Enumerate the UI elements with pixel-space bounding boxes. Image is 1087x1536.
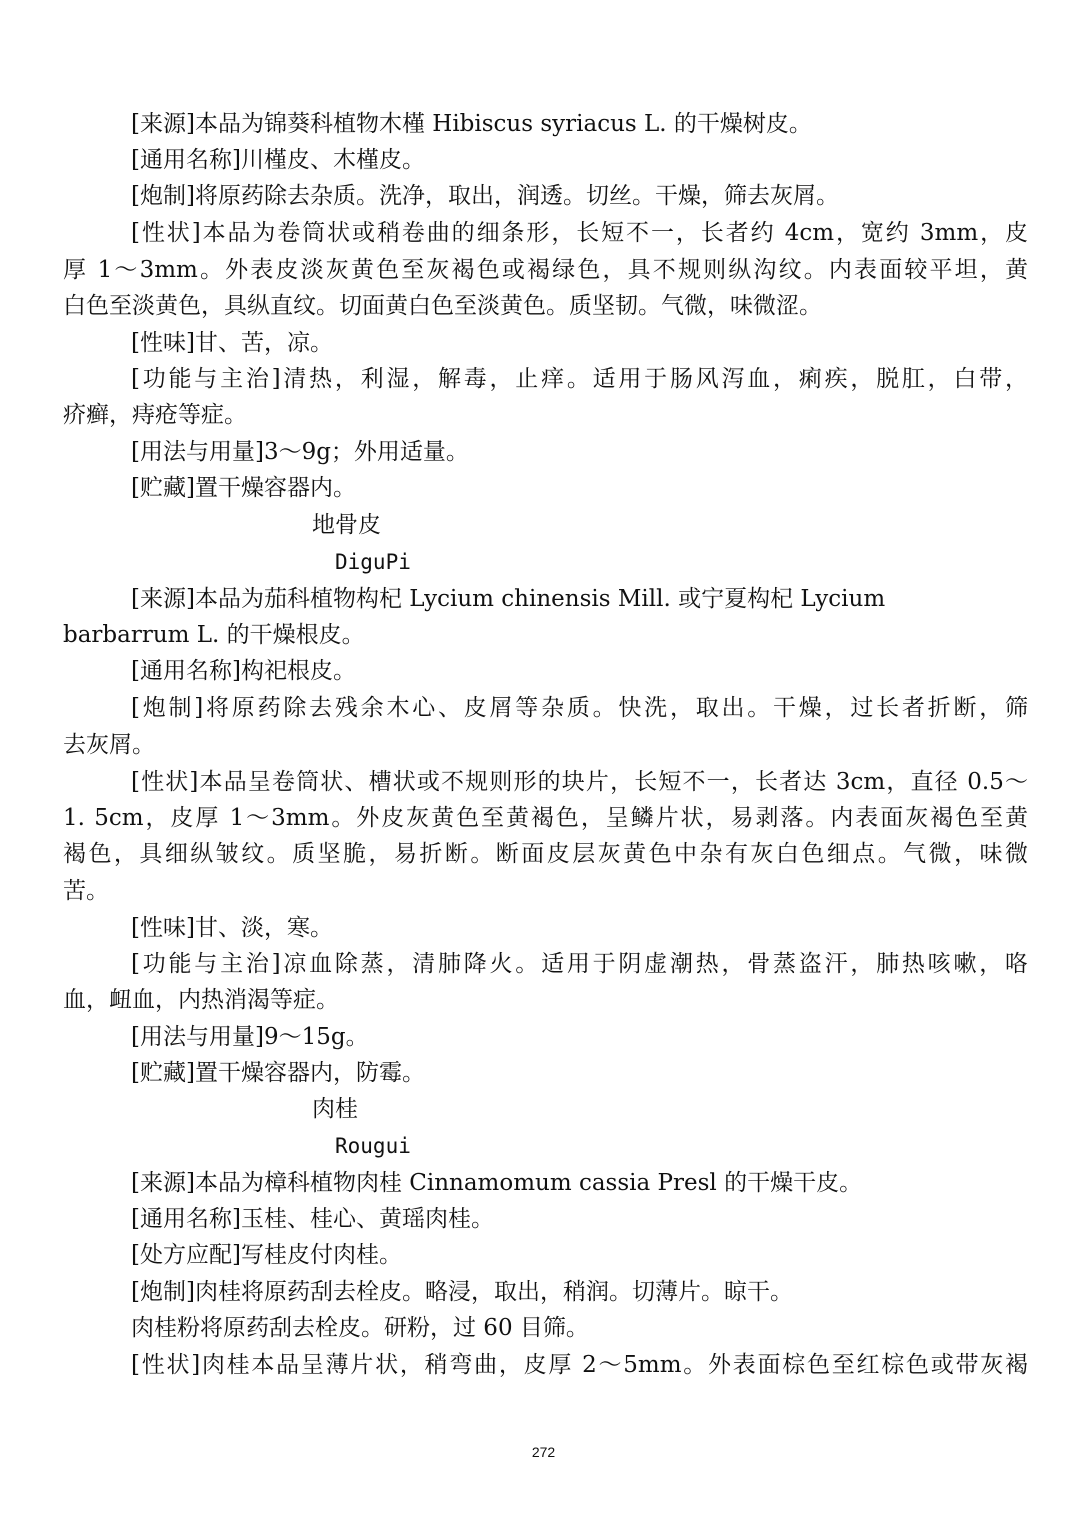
text-line: [用法与用量]3～9g；外用适量。 [131,439,469,465]
text-line: 白色至淡黄色，具纵直纹。切面黄白色至淡黄色。质坚韧。气微，味微涩。 [63,293,822,319]
text-line: 血，衄血，内热消渴等症。 [63,987,339,1013]
section-title: 地骨皮 [312,512,381,538]
text-line: 褐色，具细纵皱纹。质坚脆，易折断。断面皮层灰黄色中杂有灰白色细点。气微，味微 [63,841,1028,867]
text-line: [通用名称]玉桂、桂心、黄瑶肉桂。 [131,1206,494,1232]
text-line: [贮藏]置干燥容器内。 [131,475,356,501]
text-line: [性状]本品为卷筒状或稍卷曲的细条形，长短不一，长者约 4cm，宽约 3mm，皮 [131,220,1028,246]
text-line: 苦。 [63,878,109,904]
text-line: [来源]本品为茄科植物构杞 Lycium chinensis Mill. 或宁夏构杞 Lycium [131,586,886,612]
text-line: [性味]甘、淡，寒。 [131,915,333,941]
text-line: [炮制]将原药除去残余木心、皮屑等杂质。快洗，取出。干燥，过长者折断，筛 [131,695,1028,721]
text-line: [通用名称]川槿皮、木槿皮。 [131,147,425,173]
text-line: barbarrum L. 的干燥根皮。 [63,622,365,648]
text-line: [来源]本品为樟科植物肉桂 Cinnamomum cassia Presl 的干燥干皮。 [131,1170,863,1196]
text-line: [通用名称]构祀根皮。 [131,658,356,684]
text-line: [来源]本品为锦葵科植物木槿 Hibiscus syriacus L. 的干燥树皮。 [131,111,812,137]
text-line: [性状]肉桂本品呈薄片状，稍弯曲，皮厚 2～5mm。外表面棕色至红棕色或带灰褐 [131,1352,1028,1378]
text-line: [功能与主治]清热，利湿，解毒，止痒。适用于肠风泻血，痢疾，脱肛，白带， [131,366,1028,392]
text-line: [贮藏]置干燥容器内，防霉。 [131,1060,425,1086]
text-line: [炮制]肉桂将原药刮去栓皮。略浸，取出，稍润。切薄片。晾干。 [131,1279,793,1305]
text-line: [功能与主治]凉血除蒸，清肺降火。适用于阴虚潮热，骨蒸盗汗，肺热咳嗽，咯 [131,951,1028,977]
page-number: 272 [531,1444,556,1460]
text-line: [处方应配]写桂皮付肉桂。 [131,1242,402,1268]
text-line: [性味]甘、苦，凉。 [131,330,333,356]
text-line: 1. 5cm，皮厚 1～3mm。外皮灰黄色至黄褐色，呈鳞片状，易剥落。内表面灰褐色至黄 [63,805,1028,831]
section-title: 肉桂 [312,1096,358,1122]
text-line: [性状]本品呈卷筒状、槽状或不规则形的块片，长短不一，长者达 3cm，直径 0.5～ [131,769,1028,795]
text-line: 厚 1～3mm。外表皮淡灰黄色至灰褐色或褐绿色，具不规则纵沟纹。内表面较平坦，黄 [63,257,1028,283]
text-line: 肉桂粉将原药刮去栓皮。研粉，过 60 目筛。 [131,1315,589,1341]
section-pinyin: DiguPi [335,550,411,574]
text-line: 疥癣，痔疮等症。 [63,402,247,428]
text-line: [炮制]将原药除去杂质。洗净，取出，润透。切丝。干燥，筛去灰屑。 [131,183,839,209]
section-pinyin: Rougui [335,1134,411,1158]
text-line: [用法与用量]9～15g。 [131,1024,369,1050]
text-line: 去灰屑。 [63,732,155,758]
